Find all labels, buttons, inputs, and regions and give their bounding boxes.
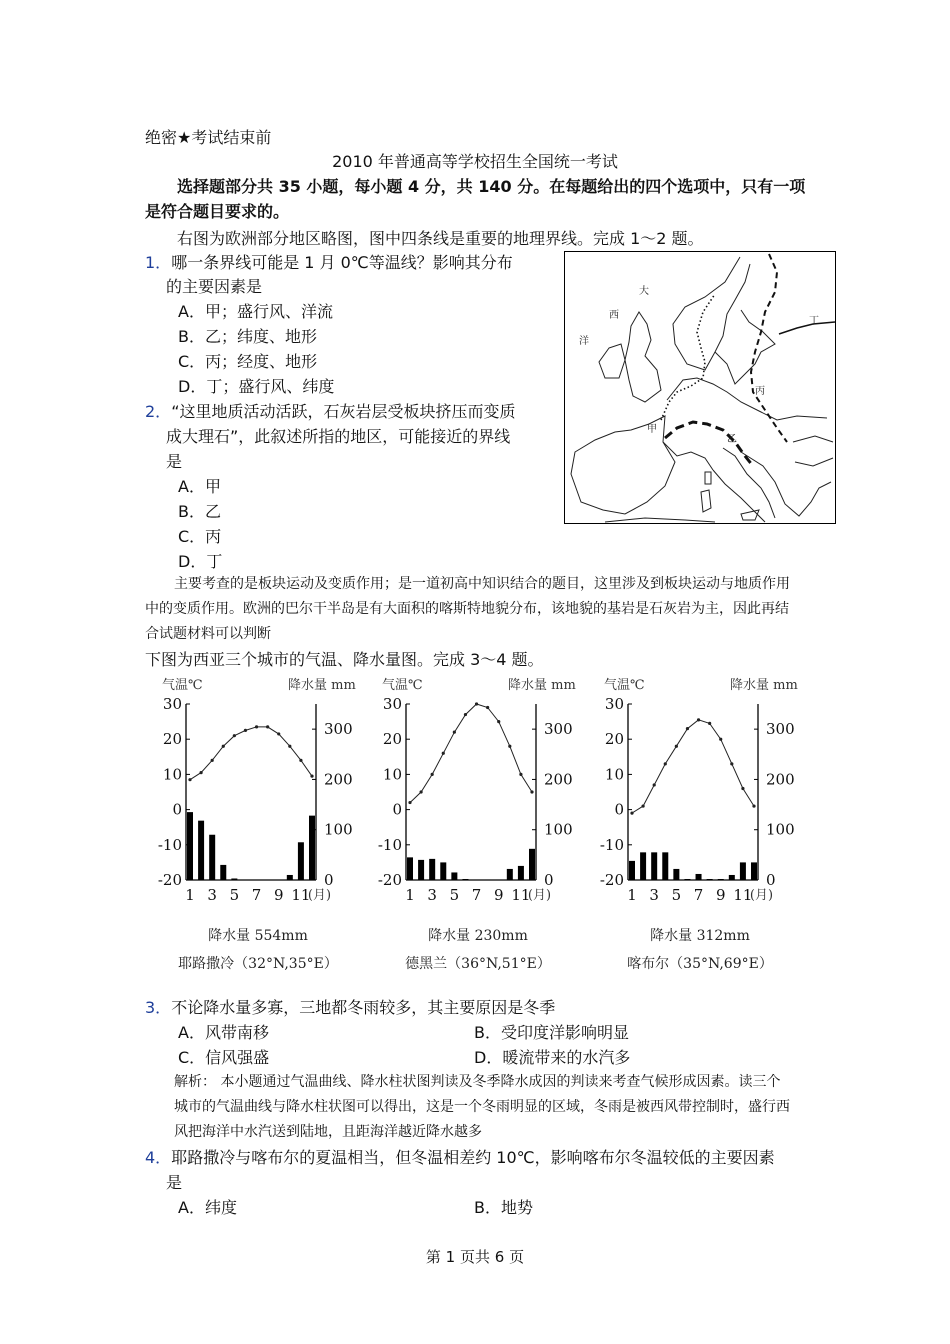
- coast-scandinavia: [673, 257, 750, 370]
- temperature-point: [255, 725, 258, 728]
- question-2-number: 2．: [145, 402, 172, 421]
- right-tick-label: 200: [766, 770, 795, 789]
- precip-bar: [187, 812, 193, 880]
- right-tick-label: 200: [544, 770, 573, 789]
- temperature-point: [675, 745, 678, 748]
- x-tick-label: 11: [291, 886, 311, 904]
- coast-black-sea: [793, 436, 833, 466]
- right-axis-label: 降水量 mm: [288, 678, 356, 693]
- left-tick-label: -10: [157, 835, 182, 854]
- temperature-point: [730, 762, 733, 765]
- question-4: [145, 1146, 775, 1170]
- coast-baltic: [715, 310, 775, 384]
- coast-balkans: [741, 452, 831, 516]
- precip-bar: [673, 869, 679, 880]
- climate-chart-jerusalem-svg: [140, 668, 370, 978]
- left-tick-label: -10: [377, 835, 402, 854]
- temperature-point: [653, 783, 656, 786]
- x-tick-label: 11: [733, 886, 753, 904]
- temperature-point: [244, 729, 247, 732]
- x-unit-label: (月): [527, 888, 552, 903]
- right-axis-label: 降水量 mm: [730, 678, 798, 693]
- question-4-line2: 是: [166, 1173, 183, 1192]
- temperature-point: [519, 773, 522, 776]
- q3-option-a: A．风带南移: [178, 1023, 269, 1042]
- map-label-ding: 丁: [809, 316, 819, 327]
- page-footer: 第 1 页共 6 页: [425, 1248, 525, 1266]
- analysis3-line3: 风把海洋中水汽送到陆地，且距海洋越近降水越多: [174, 1124, 482, 1140]
- boundary-ding: [779, 322, 835, 334]
- question-3-text: 不论降水量多寡，三地都冬雨较多，其主要原因是冬季: [171, 998, 556, 1017]
- x-tick-label: 1: [405, 886, 415, 904]
- left-tick-label: -10: [599, 835, 624, 854]
- temperature-point: [188, 778, 191, 781]
- city-label: 耶路撒冷（32°N,35°E）: [178, 956, 338, 972]
- precip-bar: [407, 857, 413, 880]
- precip-bar: [440, 862, 446, 880]
- temperature-point: [277, 732, 280, 735]
- temperature-point: [408, 801, 411, 804]
- x-tick-label: 7: [471, 886, 482, 904]
- section-intro-line1: 选择题部分共 35 小题，每小题 4 分，共 140 分。在每题给出的四个选项中，只有一项: [177, 177, 806, 196]
- precip-bar: [684, 879, 690, 880]
- precip-bar: [696, 874, 702, 880]
- q3-option-c: C．信风强盛: [178, 1048, 270, 1067]
- temperature-line: [190, 727, 312, 780]
- boundary-yi: [665, 422, 753, 466]
- island-corsica: [705, 472, 711, 484]
- temperature-point: [641, 804, 644, 807]
- temperature-point: [486, 706, 489, 709]
- question-2-line1: “这里地质活动活跃，石灰岩层受板块挤压而变质: [171, 402, 516, 421]
- left-tick-label: -20: [377, 871, 402, 889]
- precip-bar: [462, 879, 468, 880]
- temperature-point: [442, 752, 445, 755]
- precip-bar: [651, 852, 657, 880]
- x-tick-label: 5: [671, 886, 682, 904]
- temperature-point: [708, 722, 711, 725]
- city-label: 喀布尔（35°N,69°E）: [627, 956, 773, 972]
- climate-chart-tehran: [360, 668, 590, 978]
- q4-option-a: A．纬度: [178, 1198, 237, 1217]
- precip-bar: [309, 816, 315, 880]
- temperature-point: [719, 738, 722, 741]
- x-tick-label: 9: [715, 886, 726, 904]
- coast-france-south: [663, 442, 713, 470]
- europe-map-drawing: [565, 252, 835, 523]
- precip-bar: [751, 862, 757, 880]
- temperature-line: [632, 720, 754, 813]
- q2-option-c: C．丙: [178, 527, 222, 546]
- city-label: 德黑兰（36°N,51°E）: [405, 956, 551, 972]
- left-tick-label: 0: [172, 800, 182, 819]
- map-label-jia: 甲: [647, 424, 657, 435]
- boundary-jia: [661, 294, 715, 420]
- precip-bar: [718, 879, 724, 880]
- x-tick-label: 7: [251, 886, 262, 904]
- q2-option-b: B．乙: [178, 502, 221, 521]
- map-label-yang: 洋: [579, 336, 589, 347]
- left-tick-label: -20: [157, 871, 182, 889]
- temperature-point: [288, 745, 291, 748]
- right-tick-label: 0: [766, 871, 776, 889]
- left-tick-label: 20: [604, 730, 624, 749]
- question-2: [145, 400, 515, 424]
- right-tick-label: 300: [324, 720, 353, 739]
- question-1-number: 1．: [145, 253, 172, 272]
- temperature-point: [686, 727, 689, 730]
- precip-total-label: 降水量 230mm: [428, 928, 528, 944]
- x-tick-label: 9: [273, 886, 284, 904]
- question-1: [145, 251, 513, 275]
- right-axis-label: 降水量 mm: [508, 678, 576, 693]
- coast-italy: [713, 448, 775, 522]
- left-tick-label: 30: [604, 695, 624, 713]
- precip-bar: [298, 842, 304, 880]
- confidential-label: 绝密★考试结束前: [145, 128, 272, 147]
- map-label-yi: 乙: [727, 434, 737, 445]
- x-tick-label: 3: [207, 886, 217, 904]
- precip-bar: [198, 821, 204, 880]
- precip-bar: [662, 852, 668, 880]
- precip-bar: [740, 862, 746, 880]
- temperature-point: [199, 771, 202, 774]
- temperature-point: [431, 773, 434, 776]
- climate-chart-kabul: [582, 668, 812, 978]
- temperature-point: [630, 812, 633, 815]
- coast-ireland: [599, 344, 625, 378]
- right-tick-label: 100: [324, 820, 353, 839]
- island-sicily: [741, 510, 759, 520]
- left-tick-label: 30: [382, 695, 402, 713]
- x-tick-label: 3: [649, 886, 659, 904]
- temperature-point: [299, 759, 302, 762]
- temperature-point: [464, 713, 467, 716]
- left-tick-label: -20: [599, 871, 624, 889]
- analysis3-line2: 城市的气温曲线与降水柱状图可以得出，这是一个冬雨明显的区域，冬雨是被西风带控制时，盛行西: [174, 1099, 790, 1115]
- left-axis-label: 气温℃: [382, 678, 423, 693]
- temperature-point: [664, 762, 667, 765]
- coast-britain: [625, 312, 661, 402]
- temperature-point: [266, 725, 269, 728]
- map-label-xi: 西: [609, 310, 619, 321]
- left-tick-label: 10: [604, 765, 624, 784]
- precip-total-label: 降水量 554mm: [208, 928, 308, 944]
- temperature-point: [310, 775, 313, 778]
- question-2-line3: 是: [166, 452, 183, 471]
- precip-bar: [507, 869, 513, 880]
- x-tick-label: 3: [427, 886, 437, 904]
- group1-intro: 右图为欧洲部分地区略图，图中四条线是重要的地理界线。完成 1～2 题。: [177, 229, 704, 248]
- q1-option-c: C．丙；经度、地形: [178, 352, 318, 371]
- precip-bar: [429, 859, 435, 880]
- question-3: [145, 996, 555, 1020]
- map-label-da: 大: [639, 286, 649, 297]
- question-4-number: 4．: [145, 1148, 172, 1167]
- question-1-line1: 哪一条界线可能是 1 月 0℃等温线？影响其分布: [171, 253, 513, 272]
- x-tick-label: 1: [627, 886, 637, 904]
- q4-option-b: B．地势: [474, 1198, 533, 1217]
- precip-bar: [518, 866, 524, 880]
- precip-bar: [451, 872, 457, 880]
- precip-bar: [209, 835, 215, 880]
- q3-option-b: B．受印度洋影响明显: [474, 1023, 629, 1042]
- analysis1-line1: 主要考查的是板块运动及变质作用；是一道初高中知识结合的题目，这里涉及到板块运动与地质作用: [174, 576, 790, 592]
- left-tick-label: 10: [162, 765, 182, 784]
- precip-bar: [287, 875, 293, 880]
- precip-bar: [496, 879, 502, 880]
- x-tick-label: 1: [185, 886, 195, 904]
- coast-africa: [605, 518, 715, 522]
- island-sardinia: [701, 490, 711, 512]
- temperature-point: [211, 759, 214, 762]
- analysis3-line1: 解析： 本小题通过气温曲线、降水柱状图判读及冬季降水成因的判读来考查气候形成因素。读三个: [174, 1074, 781, 1090]
- temperature-point: [741, 787, 744, 790]
- climate-chart-kabul-svg: [582, 668, 812, 978]
- right-tick-label: 300: [544, 720, 573, 739]
- temperature-point: [475, 702, 478, 705]
- right-tick-label: 100: [544, 820, 573, 839]
- left-tick-label: 30: [162, 695, 182, 713]
- left-axis-label: 气温℃: [604, 678, 645, 693]
- precip-bar: [529, 849, 535, 880]
- analysis1-line3: 合试题材料可以判断: [145, 626, 271, 642]
- x-unit-label: (月): [307, 888, 332, 903]
- analysis1-line2: 中的变质作用。欧洲的巴尔干半岛是有大面积的喀斯特地貌分布，该地貌的基岩是石灰岩为主，因此再结: [145, 601, 789, 617]
- climate-chart-tehran-svg: [360, 668, 590, 978]
- precip-bar: [220, 865, 226, 880]
- left-tick-label: 20: [382, 730, 402, 749]
- x-tick-label: 5: [229, 886, 240, 904]
- temperature-point: [697, 718, 700, 721]
- q2-option-a: A．甲: [178, 477, 221, 496]
- precip-total-label: 降水量 312mm: [650, 928, 750, 944]
- left-tick-label: 0: [392, 800, 402, 819]
- temperature-point: [233, 734, 236, 737]
- precip-bar: [707, 879, 713, 880]
- coast-iberia: [571, 416, 675, 514]
- left-axis-label: 气温℃: [162, 678, 203, 693]
- precip-bar: [729, 875, 735, 880]
- temperature-point: [419, 790, 422, 793]
- left-tick-label: 0: [614, 800, 624, 819]
- q1-option-a: A．甲；盛行风、洋流: [178, 302, 333, 321]
- section-intro-line2: 是符合题目要求的。: [145, 202, 290, 221]
- left-tick-label: 20: [162, 730, 182, 749]
- temperature-point: [453, 731, 456, 734]
- x-unit-label: (月): [749, 888, 774, 903]
- x-tick-label: 9: [493, 886, 504, 904]
- right-tick-label: 0: [324, 871, 334, 889]
- question-4-line1: 耶路撒冷与喀布尔的夏温相当，但冬温相差约 10℃，影响喀布尔冬温较低的主要因素: [171, 1148, 775, 1167]
- right-tick-label: 100: [766, 820, 795, 839]
- q1-option-b: B．乙；纬度、地形: [178, 327, 317, 346]
- question-1-line2: 的主要因素是: [166, 277, 263, 296]
- q3-option-d: D．暖流带来的水汽多: [474, 1048, 631, 1067]
- question-3-number: 3．: [145, 998, 172, 1017]
- temperature-line: [410, 704, 532, 803]
- right-tick-label: 0: [544, 871, 554, 889]
- temperature-point: [497, 720, 500, 723]
- x-tick-label: 7: [693, 886, 704, 904]
- precip-bar: [474, 879, 480, 880]
- europe-map: [564, 251, 836, 524]
- climate-chart-jerusalem: [140, 668, 370, 978]
- x-tick-label: 5: [449, 886, 460, 904]
- temperature-point: [508, 745, 511, 748]
- temperature-point: [222, 745, 225, 748]
- precip-bar: [231, 878, 237, 880]
- coast-continent: [667, 378, 827, 420]
- temperature-point: [530, 790, 533, 793]
- temperature-point: [752, 804, 755, 807]
- q2-option-d: D．丁: [178, 552, 223, 571]
- left-tick-label: 10: [382, 765, 402, 784]
- right-tick-label: 200: [324, 770, 353, 789]
- x-tick-label: 11: [511, 886, 531, 904]
- group2-intro: 下图为西亚三个城市的气温、降水量图。完成 3～4 题。: [145, 650, 544, 669]
- precip-bar: [418, 860, 424, 880]
- precip-bar: [485, 879, 491, 880]
- exam-title: 2010 年普通高等学校招生全国统一考试: [332, 152, 618, 171]
- question-2-line2: 成大理石”，此叙述所指的地区，可能接近的界线: [166, 427, 511, 446]
- precip-bar: [629, 861, 635, 880]
- right-tick-label: 300: [766, 720, 795, 739]
- precip-bar: [640, 852, 646, 880]
- map-label-bing: 丙: [755, 386, 765, 397]
- q1-option-d: D．丁；盛行风、纬度: [178, 377, 335, 396]
